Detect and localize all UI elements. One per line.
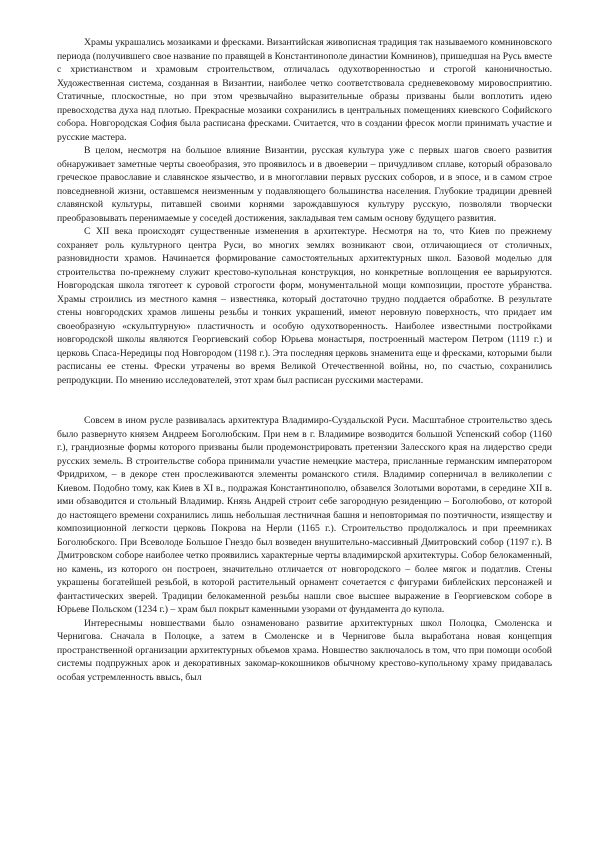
paragraph-russian-culture-originality: В целом, несмотря на большое влияние Византии, русская культура уже с первых шагов своего развития обнаруживает заметные черты своеобразия, это проявилось и в двоеверии – причудливом сплаве, который образовало греческое православие и славянское язычество, и в многоглавии первых русских соборов, и в эпосе, и в самом строе повседневной жизни, оставшемся неизменным у подавляющего большинства населения. Глубокие традиции древней славянской культуры, питавшей своими корнями зарождавшуюся культуру русскую, позволяли творчески преобразовывать перенимаемые у соседей достижения, закладывая тем самым основу будущего развития. <box>57 145 552 224</box>
paragraph-polotsk-smolensk-chernigov: Интереснымы новшествами было ознаменовано развитие архитектурных школ Полоцка, Смоленска и Чернигова. Сначала в Полоцке, а затем в Смоленске и в Чернигове была выработана новая концепция пространственной организации архитектурных объемов храма. Новшество заключалось в том, что при помощи особой системы подпружных арок и декоративных закомар-кокошников обычному крестово-купольному храму придавалась особая устремленность ввысь, был <box>57 617 552 683</box>
paragraph-vladimir-suzdal-architecture: Совсем в ином русле развивалась архитектура Владимиро-Суздальской Руси. Масштабное строительство здесь было развернуто князем Андреем Боголюбским. При нем в г. Владимире возводится большой Успенский собор (1160 г.), грандиозные формы которого призваны были продемонстрировать претензии Залесского края на лидерство среди русских земель. В строительстве собора принимали участие немецкие мастера, присланные германским императором Фридрихом, – в декоре стен прослеживаются элементы романского стиля. Владимир соперничал в великолепии с Киевом. Подобно тому, как Киев в XI в., подражая Константинополю, обзавелся Золотыми воротами, в середине XII в. ими обзаводится и стольный Владимир. Князь Андрей строит себе загородную резиденцию – Боголюбово, от которой до настоящего времени сохранились лишь небольшая лестничная башня и неповторимая по поэтичности, изяществу и композиционной легкости церковь Покрова на Нерли (1165 г.). Строительство продолжалось и при преемниках Боголюбского. При Всеволоде Большое Гнездо был возведен внушительно-массивный Дмитровский собор (1197 г.). В Дмитровском соборе наиболее четко проявились характерные черты владимирской архитектуры. Собор белокаменный, но камень, из которого он построен, значительно отличается от новгородского – более мягок и податлив. Стены украшены богатейшей резьбой, в которой растительный орнамент сочетается с фигурами библейских персонажей и фантастических зверей. Традиции белокаменной резьбы нашли свое высшее выражение в Георгиевском соборе в Юрьеве Польском (1234 г.) – храм был покрыт каменными узорами от фундамента до купола. <box>57 415 552 615</box>
paragraph-novgorod-school: С XII века происходят существенные изменения в архитектуре. Несмотря на то, что Киев по прежнему сохраняет роль культурного центра Руси, во многих землях возникают свои, отличающиеся от столичных, разновидности храмов. Начинается формирование самостоятельных архитектурных школ. Базовой моделью для строительства по-прежнему служит крестово-купольная конструкция, но конкретные воплощения ее варьируются. Новгородская школа тяготеет к суровой строгости форм, монументальной мощи композиции, простоте убранства. Храмы строились из местного камня – известняка, который достаточно трудно поддается обработке. В результате стены новгородских храмов лишены резьбы и тонких украшений, имеют неровную поверхность, что придает им своеобразную «скульптурную» пластичность и особую одухотворенность. Наиболее известными постройками новгородской школы являются Георгиевский собор Юрьева монастыря, построенный мастером Петром (1119 г.) и церковь Спаса-Нередицы под Новгородом (1198 г.). Эта последняя церковь знаменита еще и фресками, которыми были расписаны ее стены. Фрески утрачены во время Великой Отечественной войны, но, по счастью, сохранились репродукции. По мнению исследователей, этот храм был расписан русскими мастерами. <box>57 226 552 386</box>
section-gap <box>57 387 552 414</box>
paragraph-mosaics-frescoes: Храмы украшались мозаиками и фресками. Византийская живописная традиция так называемого комниновского периода (получившего свое название по правящей в Константинополе династии Комнинов), пришедшая на Русь вместе с христианством и храмовым строительством, отличалась одухотворенностью и строгой каноничностью. Художественная система, созданная в Византии, наиболее четко соответствовала средневековому мировосприятию. Статичные, плоскостные, но при этом чрезвычайно выразительные образы призваны были воплотить идею превосходства духа над плотью. Прекрасные мозаики сохранились в центральных помещениях киевского Софийского собора. Новгородская София была расписана фресками. Считается, что в создании фресок могли принимать участие и русские мастера. <box>57 37 552 143</box>
